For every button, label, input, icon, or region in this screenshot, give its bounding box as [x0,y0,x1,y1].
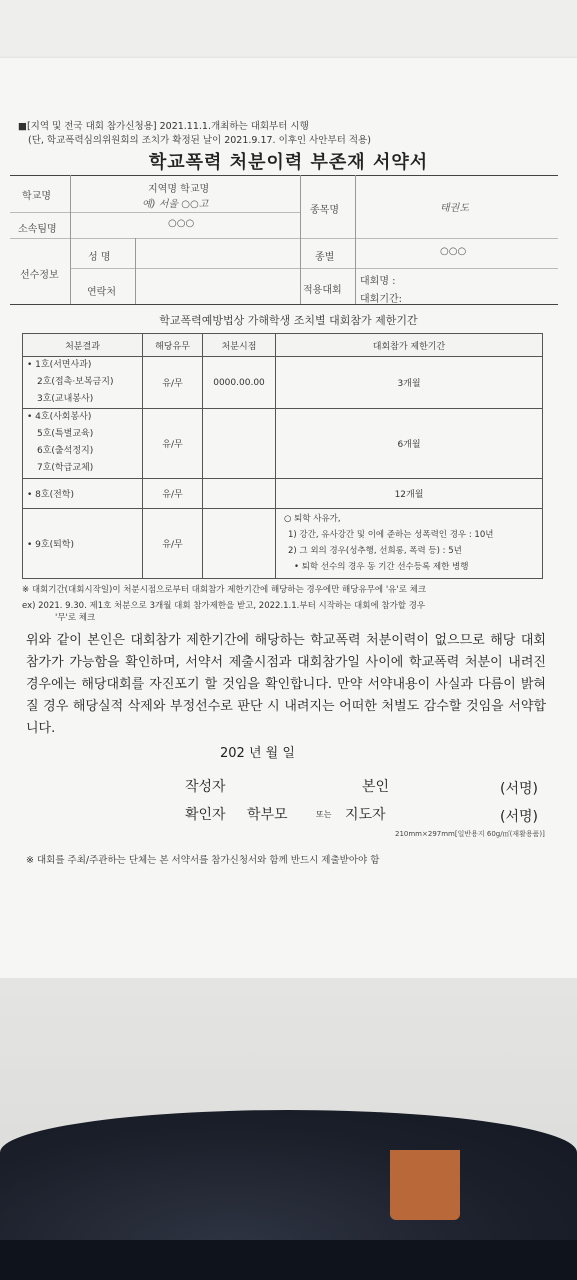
header-line-1: ■[지역 및 전국 대회 참가신청용] 2021.11.1.개최하는 대회부터 시행 [18,121,309,132]
signature-slot-1[interactable]: (서명) [500,781,538,797]
disposition-item: 7호(학급교체) [37,463,94,474]
document-title: 학교폭력 처분이력 부존재 서약서 [148,152,429,173]
pledge-text: 위와 같이 본인은 대회참가 제한기간에 해당하는 학교폭력 처분이력이 없으므로 해당 대회 참가가 가능함을 확인하며, 서약서 제출시점과 대회참가일 사이에 학교폭력 처분이 내려진 경우에는 해당대회를 자진포기 할 것임을 확인합니다. 만약 서약내용이 사실과 다름이 밝혀질 경우 해당실적 삭제와 부정선수로 판단 시 내려지는 어떠한 처벌도 감수할 것임을 서약합니다. [26,633,546,736]
dark-cloth-bottom [0,1240,577,1280]
restriction-period-cell: 6개월 [276,409,543,478]
note-line-2: ex) 2021. 9.30. 제1호 처분으로 3개월 대회 참가제한을 받고, 2022.1.1.부터 시작하는 대회에 참가할 경우 [22,601,426,611]
signature-slot-2[interactable]: (서명) [500,809,538,825]
team-label: 소속팀명 [18,224,57,235]
form-divider [300,175,301,304]
note-line-1: ※ 대회기간(대회시작일)이 처분시점으로부터 대회참가 제한기간에 해당하는 경우에만 해당유무에 '유'로 체크 [22,585,427,595]
disposition-item: 6호(출석정지) [37,446,94,457]
header-line-2: (단, 학교폭력심의위원회의 조치가 확정된 날이 2021.9.17. 이후인 사안부터 적용) [28,135,371,146]
footer-note: ※ 대회를 주최/주관하는 단체는 본 서약서를 참가신청서와 함께 반드시 제출받아야 함 [26,855,380,866]
restriction-period-cell: 3개월 [276,357,543,409]
form-divider [355,175,356,304]
note-line-3: '무'로 체크 [55,613,96,623]
paper-spec: 210mm×297mm[일반용지 60g/㎡(재활용품)] [395,830,545,838]
restriction-period-cell [276,508,543,578]
disposition-cell: • 9호(퇴학) [23,508,143,578]
disposition-item: • 4호(사회봉사) [27,412,92,423]
table-header: 해당유무 [143,334,203,357]
or-label: 또는 [316,810,332,819]
table-title: 학교폭력예방법상 가해학생 조치별 대회참가 제한기간 [159,314,418,327]
disposition-date-cell[interactable] [203,409,276,478]
school-label: 학교명 [22,191,51,202]
table-header: 처분시점 [203,334,276,357]
disposition-item: • 1호(서면사과) [27,360,92,371]
form-divider [70,175,71,304]
disposition-item: 5호(특별교육) [37,429,94,440]
table-header-row [23,334,543,357]
competition-label: 적용대회 [303,285,342,296]
competition-name-label: 대회명 : [360,276,396,287]
wooden-object [390,1150,460,1220]
applicable-cell[interactable]: 유/무 [143,409,203,478]
coach-label: 지도자 [345,807,386,823]
form-line [10,238,558,239]
confirmer-label: 확인자 [185,807,226,823]
school-value[interactable]: 예) 서울 ○○고 [142,199,209,210]
parent-label: 학부모 [247,807,288,823]
gender-label: 종별 [315,252,335,263]
expulsion-note: 1) 강간, 유사강간 및 이에 준하는 성폭력인 경우 : 10년 [288,530,494,541]
self-label: 본인 [362,779,390,795]
date-line[interactable]: 202 년 월 일 [220,746,295,761]
contact-label: 연락처 [87,287,116,298]
disposition-item: 2호(접촉·보복금지) [37,377,114,388]
applicable-cell[interactable]: 유/무 [143,478,203,508]
athlete-info-label: 선수정보 [20,270,59,281]
expulsion-note: • 퇴학 선수의 경우 동 기간 선수등록 제한 병행 [294,562,469,573]
table-row [23,357,543,409]
form-top-border [10,175,558,176]
school-hint: 지역명 학교명 [148,184,210,195]
disposition-cell [23,357,143,409]
expulsion-note: ○ 퇴학 사유가, [284,514,341,525]
form-line [10,212,300,213]
event-label: 종목명 [310,205,339,216]
table-header: 처분결과 [23,334,143,357]
table-row [23,409,543,478]
table-row [23,508,543,578]
competition-period-label: 대회기간: [360,294,403,305]
expulsion-note: 2) 그 외의 경우(성추행, 선희롱, 폭력 등) : 5년 [288,546,462,557]
disposition-date-cell[interactable]: 0000.00.00 [203,357,276,409]
name-label: 성 명 [88,252,111,263]
applicable-cell[interactable]: 유/무 [143,357,203,409]
form-bottom-border [10,304,558,305]
gender-value[interactable]: ○○○ [440,246,467,257]
table-header: 대회참가 제한기간 [276,334,543,357]
event-value[interactable]: 태권도 [440,203,469,214]
disposition-item: 3호(교내봉사) [37,394,94,405]
form-divider [135,238,136,304]
restriction-table [22,333,543,579]
writer-label: 작성자 [185,779,226,795]
table-row [23,478,543,508]
team-value[interactable]: ○○○ [168,218,195,229]
restriction-period-cell: 12개월 [276,478,543,508]
applicable-cell[interactable]: 유/무 [143,508,203,578]
form-line [70,268,558,269]
disposition-cell [23,409,143,478]
disposition-date-cell[interactable] [203,478,276,508]
disposition-date-cell[interactable] [203,508,276,578]
disposition-cell: • 8호(전학) [23,478,143,508]
